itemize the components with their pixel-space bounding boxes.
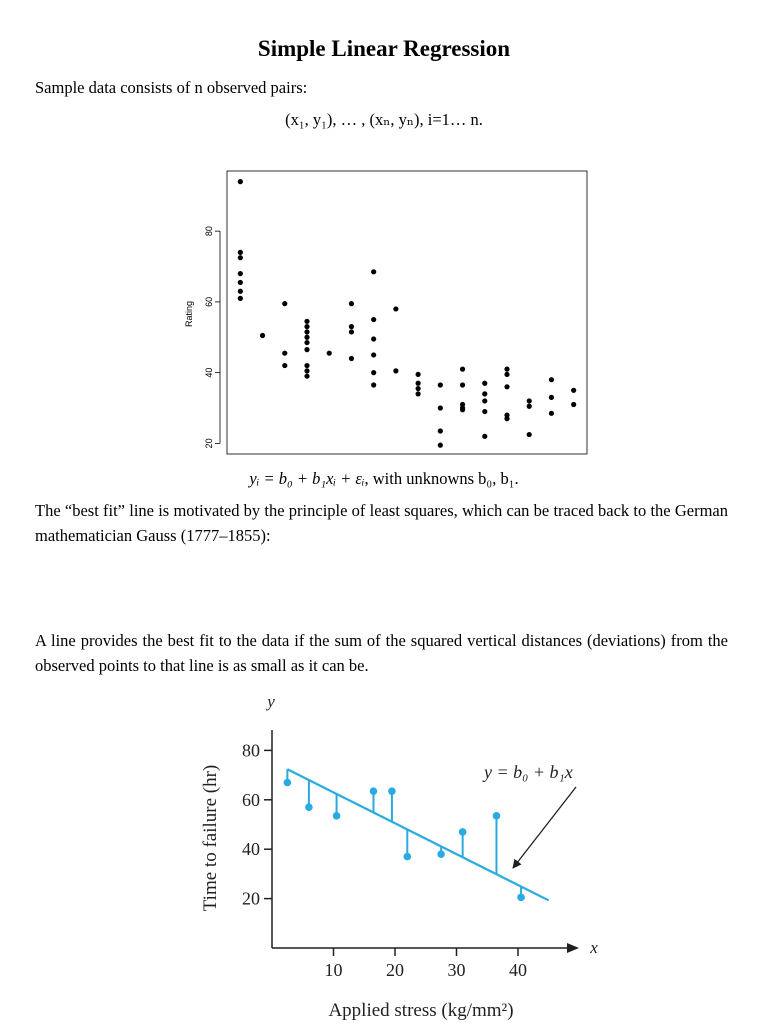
data-point bbox=[304, 347, 309, 352]
y-tick-label: 20 bbox=[242, 888, 260, 909]
data-point bbox=[393, 368, 398, 373]
y-tick-label: 40 bbox=[242, 839, 260, 860]
data-point bbox=[238, 271, 243, 276]
data-point bbox=[333, 812, 341, 820]
data-point bbox=[504, 384, 509, 389]
data-point bbox=[416, 391, 421, 396]
data-point bbox=[438, 382, 443, 387]
y-tick-label: 40 bbox=[204, 367, 214, 378]
data-point bbox=[370, 787, 378, 795]
data-point bbox=[504, 416, 509, 421]
y-axis-name: y bbox=[267, 692, 275, 711]
line-equation-label: y = b₀ + b₁x bbox=[484, 762, 573, 782]
data-point bbox=[304, 374, 309, 379]
x-tick-label: 40 bbox=[509, 960, 527, 980]
model-equation bbox=[0, 469, 768, 489]
data-point bbox=[549, 411, 554, 416]
data-point bbox=[371, 317, 376, 322]
data-point bbox=[482, 391, 487, 396]
plot-frame bbox=[227, 171, 587, 454]
data-point bbox=[238, 179, 243, 184]
data-point bbox=[238, 296, 243, 301]
data-point bbox=[459, 828, 467, 836]
data-point bbox=[493, 812, 501, 820]
data-point bbox=[238, 255, 243, 260]
data-point bbox=[438, 428, 443, 433]
data-point bbox=[371, 382, 376, 387]
data-point bbox=[388, 787, 396, 795]
data-point bbox=[517, 894, 525, 902]
data-point bbox=[549, 395, 554, 400]
data-point bbox=[238, 250, 243, 255]
data-point bbox=[282, 363, 287, 368]
data-point bbox=[549, 377, 554, 382]
data-point bbox=[284, 779, 292, 787]
data-point bbox=[282, 351, 287, 356]
data-point bbox=[460, 367, 465, 372]
regression-line bbox=[287, 769, 548, 900]
data-point bbox=[438, 405, 443, 410]
y-axis bbox=[204, 226, 220, 448]
data-point bbox=[527, 398, 532, 403]
y-tick-label: 60 bbox=[242, 789, 260, 810]
equation-pointer-arrow bbox=[513, 787, 576, 868]
y-tick-label: 60 bbox=[204, 296, 214, 307]
data-point bbox=[460, 382, 465, 387]
data-point bbox=[504, 367, 509, 372]
data-point bbox=[349, 301, 354, 306]
data-point bbox=[416, 386, 421, 391]
y-axis-label: Time to failure (hr) bbox=[200, 764, 221, 912]
observed-pairs: (x₁, y₁), … , (xₙ, yₙ), i=1… n. bbox=[285, 110, 483, 129]
data-point bbox=[304, 319, 309, 324]
data-point bbox=[305, 803, 313, 811]
paragraph-least-squares: The “best fit” line is motivated by the principle of least squares, which can be traced back to the German mathematician Gauss (1777–1855): bbox=[35, 501, 728, 545]
data-point bbox=[460, 407, 465, 412]
data-point bbox=[304, 329, 309, 334]
data-point bbox=[482, 381, 487, 386]
data-point bbox=[349, 329, 354, 334]
paragraph-best-fit: A line provides the best fit to the data if the sum of the squared vertical distances (deviations) from the observed points to that line is as small as it can be. bbox=[35, 631, 728, 675]
data-point bbox=[482, 409, 487, 414]
deviation-stems bbox=[287, 769, 521, 897]
data-point bbox=[304, 335, 309, 340]
data-point bbox=[527, 404, 532, 409]
data-point bbox=[404, 853, 412, 861]
x-tick-label: 10 bbox=[324, 960, 343, 980]
data-point bbox=[260, 333, 265, 338]
y-tick-label: 20 bbox=[204, 438, 214, 449]
data-point bbox=[304, 368, 309, 373]
data-point bbox=[371, 370, 376, 375]
x-axis-label: Applied stress (kg/mm²) bbox=[328, 1000, 514, 1021]
data-points bbox=[238, 179, 577, 448]
data-point bbox=[527, 432, 532, 437]
data-point bbox=[504, 372, 509, 377]
equation-formula: yᵢ = b₀ + b₁xᵢ + εᵢ bbox=[249, 469, 365, 488]
y-tick-label: 80 bbox=[242, 740, 260, 761]
y-tick-label: 80 bbox=[204, 226, 214, 237]
data-point bbox=[304, 324, 309, 329]
data-point bbox=[371, 336, 376, 341]
regression-chart bbox=[195, 690, 615, 1020]
data-point bbox=[371, 352, 376, 357]
intro-text: Sample data consists of n observed pairs: bbox=[35, 78, 308, 97]
data-point bbox=[482, 434, 487, 439]
data-point bbox=[571, 388, 576, 393]
data-point bbox=[438, 443, 443, 448]
y-axis-label: Rating bbox=[184, 300, 194, 328]
data-point bbox=[327, 351, 332, 356]
data-point bbox=[304, 340, 309, 345]
x-axis-arrowhead bbox=[567, 943, 579, 953]
data-point bbox=[349, 324, 354, 329]
data-point bbox=[238, 280, 243, 285]
data-point bbox=[416, 381, 421, 386]
data-point bbox=[238, 289, 243, 294]
data-points bbox=[284, 779, 525, 901]
data-point bbox=[416, 372, 421, 377]
data-point bbox=[393, 306, 398, 311]
data-point bbox=[282, 301, 287, 306]
data-point bbox=[349, 356, 354, 361]
equation-suffix: , with unknowns b₀, b₁. bbox=[364, 469, 519, 488]
x-tick-label: 20 bbox=[386, 960, 404, 980]
data-point bbox=[571, 402, 576, 407]
rating-scatter-chart bbox=[175, 168, 595, 458]
page-title: Simple Linear Regression bbox=[257, 36, 511, 61]
x-tick-label: 30 bbox=[447, 960, 466, 980]
data-point bbox=[482, 398, 487, 403]
data-point bbox=[304, 363, 309, 368]
data-point bbox=[437, 850, 445, 858]
x-axis-name: x bbox=[590, 938, 598, 957]
data-point bbox=[371, 269, 376, 274]
